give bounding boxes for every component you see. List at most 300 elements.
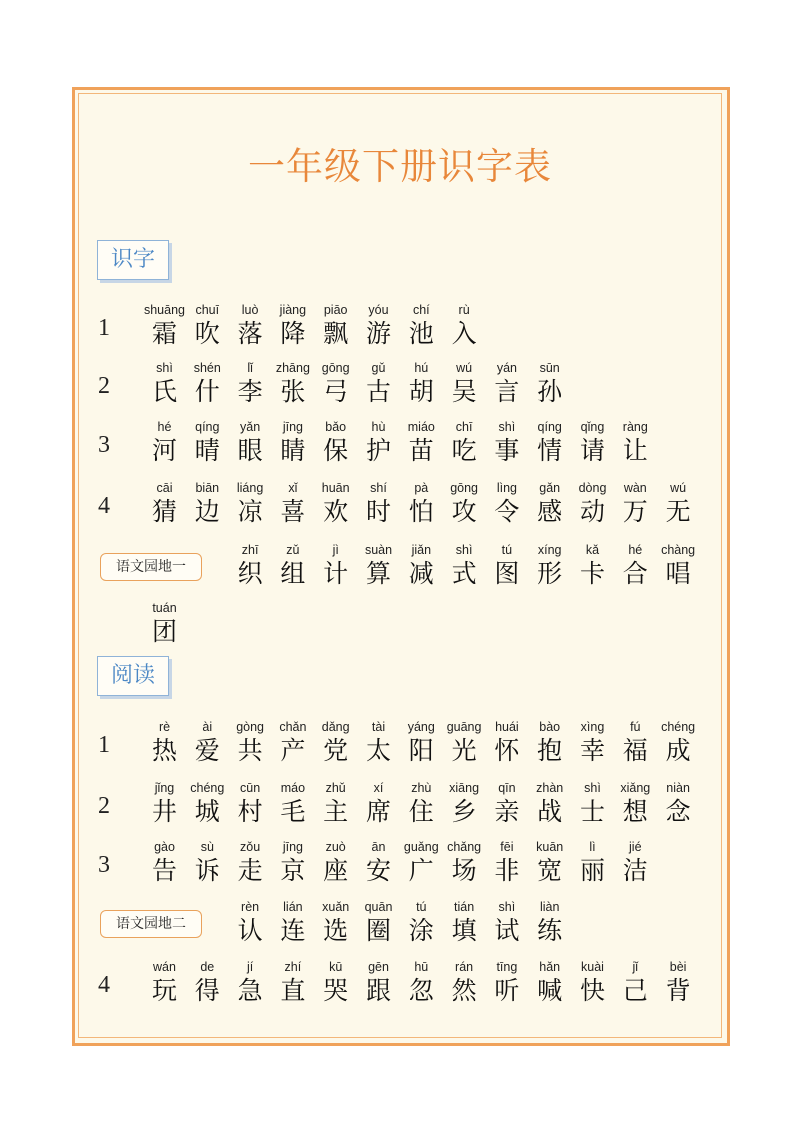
hanzi: 诉: [194, 856, 220, 885]
character-cell: [271, 418, 314, 466]
hanzi: 万: [622, 497, 648, 526]
character-cell: [271, 838, 314, 886]
character-cell: [571, 958, 614, 1006]
pinyin: yǎn: [240, 420, 261, 434]
pinyin: bǎo: [325, 420, 347, 434]
pinyin: jié: [629, 840, 642, 854]
hanzi: 吹: [194, 319, 220, 348]
character-cell: [229, 479, 272, 527]
pinyin: fú: [630, 720, 641, 734]
hanzi: 睛: [280, 436, 306, 465]
character-cell: [186, 958, 229, 1006]
character-cell: [143, 479, 186, 527]
character-row: [0, 599, 800, 649]
pinyin: gòng: [236, 720, 264, 734]
pinyin: wán: [153, 960, 176, 974]
hanzi: 怕: [408, 497, 434, 526]
character-cell: [614, 718, 657, 766]
hanzi: 猜: [151, 497, 177, 526]
pinyin: xuǎn: [322, 900, 350, 914]
character-row: [0, 718, 800, 768]
lesson-number: 1: [98, 732, 110, 758]
character-cell: [485, 359, 528, 407]
character-cell: [571, 479, 614, 527]
character-row: [0, 359, 800, 409]
character-cell: [186, 838, 229, 886]
character-cell: [271, 479, 314, 527]
pinyin: guǎng: [403, 840, 439, 854]
hanzi: 飘: [323, 319, 349, 348]
hanzi: 丽: [579, 856, 605, 885]
hanzi: 告: [151, 856, 177, 885]
lesson-badge: 语文园地二: [100, 910, 202, 938]
hanzi: 广: [408, 856, 434, 885]
hanzi: 涂: [408, 916, 434, 945]
character-cell: [357, 541, 400, 589]
pinyin: rán: [455, 960, 474, 974]
pinyin: rù: [458, 303, 470, 317]
pinyin: miáo: [407, 420, 435, 434]
character-cell: [443, 479, 486, 527]
character-cell: [485, 718, 528, 766]
character-cell: [314, 898, 357, 946]
character-cell: [400, 418, 443, 466]
lesson-number: 1: [98, 315, 110, 341]
character-cell: [357, 779, 400, 827]
pinyin: de: [200, 960, 215, 974]
hanzi: 太: [365, 736, 391, 765]
character-cell: [443, 838, 486, 886]
character-cell: [229, 541, 272, 589]
character-row: [0, 301, 800, 351]
character-cell: [443, 958, 486, 1006]
hanzi: 幸: [579, 736, 605, 765]
character-cell: [528, 898, 571, 946]
hanzi: 池: [408, 319, 434, 348]
pinyin: gǎn: [539, 481, 561, 495]
character-cell: [485, 898, 528, 946]
hanzi: 村: [237, 797, 263, 826]
hanzi: 宽: [537, 856, 563, 885]
character-cell: [186, 359, 229, 407]
character-cell: [485, 838, 528, 886]
character-cell: [485, 779, 528, 827]
pinyin: bèi: [669, 960, 687, 974]
pinyin: chī: [455, 420, 473, 434]
pinyin: tú: [416, 900, 427, 914]
character-cell: [528, 958, 571, 1006]
hanzi: 党: [323, 736, 349, 765]
pinyin: gōng: [321, 361, 350, 375]
pinyin: dòng: [578, 481, 607, 495]
hanzi: 孙: [537, 377, 563, 406]
pinyin: jīng: [282, 420, 303, 434]
hanzi: 计: [323, 559, 349, 588]
hanzi: 毛: [280, 797, 306, 826]
pinyin: chǎn: [279, 720, 307, 734]
pinyin: gào: [154, 840, 175, 854]
pinyin: shì: [498, 420, 516, 434]
character-cell: [186, 418, 229, 466]
pinyin: tīng: [496, 960, 518, 974]
hanzi: 圈: [365, 916, 391, 945]
character-row: [0, 779, 800, 829]
character-cell: [528, 718, 571, 766]
hanzi: 跟: [365, 976, 391, 1005]
page-title: 一年级下册识字表: [248, 145, 552, 188]
character-cell: [400, 359, 443, 407]
pinyin: hú: [414, 361, 429, 375]
hanzi: 亲: [494, 797, 520, 826]
pinyin: huān: [321, 481, 350, 495]
hanzi: 图: [494, 559, 520, 588]
pinyin: wú: [670, 481, 687, 495]
pinyin: yán: [496, 361, 517, 375]
pinyin: tuán: [152, 601, 177, 615]
character-cell: [443, 541, 486, 589]
character-cell: [614, 958, 657, 1006]
character-cell: [443, 898, 486, 946]
hanzi: 氏: [151, 377, 177, 406]
hanzi: 什: [194, 377, 220, 406]
pinyin: hū: [414, 960, 429, 974]
hanzi: 霜: [151, 319, 177, 348]
pinyin: dǎng: [321, 720, 350, 734]
character-row: [0, 958, 800, 1008]
pinyin: chuī: [195, 303, 220, 317]
pinyin: liàn: [539, 900, 560, 914]
pinyin: fēi: [500, 840, 514, 854]
hanzi: 怀: [494, 736, 520, 765]
character-cell: [229, 958, 272, 1006]
character-cell: [443, 418, 486, 466]
character-cell: [143, 838, 186, 886]
character-cell: [528, 838, 571, 886]
hanzi: 念: [665, 797, 691, 826]
hanzi: 成: [665, 736, 691, 765]
pinyin: xǐ: [288, 481, 298, 495]
pinyin: cāi: [156, 481, 173, 495]
character-cell: [614, 418, 657, 466]
pinyin: shì: [498, 900, 516, 914]
section-heading: 阅读: [97, 656, 169, 696]
pinyin: zhǔ: [325, 781, 346, 795]
character-cell: [443, 718, 486, 766]
hanzi: 情: [537, 436, 563, 465]
pinyin: cūn: [240, 781, 261, 795]
hanzi: 感: [537, 497, 563, 526]
hanzi: 试: [494, 916, 520, 945]
hanzi: 主: [323, 797, 349, 826]
character-cell: [614, 779, 657, 827]
hanzi: 认: [237, 916, 263, 945]
character-cell: [657, 779, 700, 827]
lesson-number: 2: [98, 373, 110, 399]
hanzi: 张: [280, 377, 306, 406]
character-cell: [528, 479, 571, 527]
pinyin: chàng: [661, 543, 696, 557]
hanzi: 唱: [665, 559, 691, 588]
pinyin: hé: [628, 543, 643, 557]
character-cell: [571, 541, 614, 589]
character-cell: [186, 301, 229, 349]
pinyin: gōng: [450, 481, 478, 495]
lesson-number: 4: [98, 493, 110, 519]
hanzi: 得: [194, 976, 220, 1005]
pinyin: ràng: [622, 420, 648, 434]
character-cell: [357, 838, 400, 886]
hanzi: 想: [622, 797, 648, 826]
hanzi: 听: [494, 976, 520, 1005]
pinyin: luò: [241, 303, 259, 317]
hanzi: 场: [451, 856, 477, 885]
character-cell: [143, 418, 186, 466]
pinyin: xiāng: [449, 781, 480, 795]
pinyin: hǎn: [539, 960, 561, 974]
character-cell: [571, 718, 614, 766]
pinyin: shén: [193, 361, 221, 375]
pinyin: hù: [371, 420, 386, 434]
character-cell: [400, 838, 443, 886]
hanzi: 背: [665, 976, 691, 1005]
hanzi: 哭: [323, 976, 349, 1005]
hanzi: 选: [323, 916, 349, 945]
pinyin: gēn: [368, 960, 389, 974]
hanzi: 喊: [537, 976, 563, 1005]
pinyin: qǐng: [580, 420, 605, 434]
pinyin: jǐng: [154, 781, 175, 795]
pinyin: qíng: [537, 420, 562, 434]
hanzi: 连: [280, 916, 306, 945]
hanzi: 己: [622, 976, 648, 1005]
pinyin: shì: [156, 361, 173, 375]
hanzi: 练: [537, 916, 563, 945]
pinyin: jīng: [282, 840, 303, 854]
pinyin: tián: [454, 900, 475, 914]
character-cell: [357, 418, 400, 466]
hanzi: 忽: [408, 976, 434, 1005]
pinyin: kǎ: [585, 543, 600, 557]
pinyin: liáng: [236, 481, 264, 495]
character-cell: [657, 479, 700, 527]
pinyin: jiǎn: [411, 543, 432, 557]
hanzi: 抱: [537, 736, 563, 765]
character-cell: [314, 541, 357, 589]
pinyin: zhāng: [275, 361, 310, 375]
character-cell: [314, 958, 357, 1006]
lesson-number: 2: [98, 793, 110, 819]
hanzi: 京: [280, 856, 306, 885]
pinyin: rèn: [241, 900, 260, 914]
character-cell: [143, 599, 186, 647]
character-cell: [271, 958, 314, 1006]
hanzi: 眼: [237, 436, 263, 465]
character-cell: [614, 479, 657, 527]
character-cell: [400, 779, 443, 827]
hanzi: 晴: [194, 436, 220, 465]
character-cell: [186, 479, 229, 527]
hanzi: 士: [579, 797, 605, 826]
character-cell: [357, 718, 400, 766]
pinyin: xiǎng: [620, 781, 651, 795]
character-cell: [528, 541, 571, 589]
hanzi: 算: [365, 559, 391, 588]
hanzi: 快: [579, 976, 605, 1005]
character-cell: [229, 718, 272, 766]
pinyin: xìng: [580, 720, 605, 734]
hanzi: 动: [579, 497, 605, 526]
pinyin: sūn: [539, 361, 560, 375]
hanzi: 古: [365, 377, 391, 406]
hanzi: 走: [237, 856, 263, 885]
hanzi: 产: [280, 736, 306, 765]
character-cell: [357, 359, 400, 407]
hanzi: 洁: [622, 856, 648, 885]
character-cell: [314, 418, 357, 466]
pinyin: qíng: [195, 420, 220, 434]
pinyin: huái: [495, 720, 519, 734]
character-cell: [614, 541, 657, 589]
pinyin: kuài: [581, 960, 604, 974]
hanzi: 言: [494, 377, 520, 406]
hanzi: 座: [323, 856, 349, 885]
pinyin: tú: [501, 543, 513, 557]
character-cell: [400, 898, 443, 946]
hanzi: 事: [494, 436, 520, 465]
character-cell: [143, 359, 186, 407]
section-heading: 识字: [97, 240, 169, 280]
hanzi: 喜: [280, 497, 306, 526]
lesson-number: 3: [98, 432, 110, 458]
character-cell: [443, 779, 486, 827]
pinyin: shì: [584, 781, 601, 795]
pinyin: lì: [589, 840, 596, 854]
character-cell: [271, 541, 314, 589]
pinyin: tài: [371, 720, 386, 734]
pinyin: niàn: [666, 781, 690, 795]
hanzi: 爱: [194, 736, 220, 765]
pinyin: qīn: [498, 781, 516, 795]
character-cell: [314, 359, 357, 407]
pinyin: jì: [332, 543, 339, 557]
pinyin: chéng: [661, 720, 696, 734]
pinyin: guāng: [446, 720, 482, 734]
hanzi: 保: [323, 436, 349, 465]
hanzi: 阳: [408, 736, 434, 765]
character-cell: [485, 958, 528, 1006]
character-cell: [528, 779, 571, 827]
character-cell: [314, 479, 357, 527]
hanzi: 组: [280, 559, 306, 588]
character-cell: [571, 418, 614, 466]
character-cell: [485, 479, 528, 527]
character-cell: [229, 898, 272, 946]
hanzi: 然: [451, 976, 477, 1005]
character-cell: [229, 359, 272, 407]
pinyin: suàn: [364, 543, 393, 557]
pinyin: ān: [371, 840, 386, 854]
hanzi: 形: [537, 559, 563, 588]
character-cell: [271, 359, 314, 407]
hanzi: 欢: [323, 497, 349, 526]
hanzi: 李: [237, 377, 263, 406]
lesson-number: 3: [98, 852, 110, 878]
pinyin: wàn: [623, 481, 647, 495]
hanzi: 吴: [451, 377, 477, 406]
character-cell: [186, 718, 229, 766]
pinyin: zǔ: [286, 543, 300, 557]
character-cell: [571, 838, 614, 886]
character-cell: [400, 958, 443, 1006]
character-cell: [229, 779, 272, 827]
pinyin: ài: [202, 720, 213, 734]
pinyin: bào: [539, 720, 561, 734]
hanzi: 急: [237, 976, 263, 1005]
hanzi: 福: [622, 736, 648, 765]
hanzi: 落: [237, 319, 263, 348]
hanzi: 无: [665, 497, 691, 526]
character-cell: [485, 418, 528, 466]
hanzi: 席: [365, 797, 391, 826]
character-cell: [143, 779, 186, 827]
character-cell: [229, 301, 272, 349]
pinyin: jǐ: [632, 960, 639, 974]
character-row: [0, 838, 800, 888]
hanzi: 织: [237, 559, 263, 588]
hanzi: 安: [365, 856, 391, 885]
pinyin: gǔ: [371, 361, 386, 375]
character-cell: [528, 418, 571, 466]
hanzi: 战: [537, 797, 563, 826]
character-cell: [271, 898, 314, 946]
character-cell: [143, 301, 186, 349]
hanzi: 直: [280, 976, 306, 1005]
pinyin: kuān: [536, 840, 564, 854]
pinyin: lìng: [496, 481, 517, 495]
hanzi: 弓: [323, 377, 349, 406]
hanzi: 攻: [451, 497, 477, 526]
pinyin: jí: [246, 960, 254, 974]
character-cell: [657, 958, 700, 1006]
character-row: [0, 418, 800, 468]
pinyin: chǎng: [447, 840, 482, 854]
pinyin: chéng: [190, 781, 225, 795]
character-cell: [314, 301, 357, 349]
hanzi: 团: [151, 617, 177, 646]
character-cell: [657, 541, 700, 589]
character-cell: [357, 301, 400, 349]
hanzi: 凉: [237, 497, 263, 526]
pinyin: shuāng: [143, 303, 185, 317]
hanzi: 共: [237, 736, 263, 765]
character-row: [0, 479, 800, 529]
pinyin: zǒu: [240, 840, 261, 854]
hanzi: 边: [194, 497, 220, 526]
hanzi: 玩: [151, 976, 177, 1005]
character-cell: [400, 718, 443, 766]
pinyin: kū: [329, 960, 343, 974]
character-row: [0, 541, 800, 591]
hanzi: 令: [494, 497, 520, 526]
character-cell: [400, 541, 443, 589]
character-cell: [186, 779, 229, 827]
hanzi: 乡: [451, 797, 477, 826]
character-cell: [400, 479, 443, 527]
pinyin: zuò: [325, 840, 346, 854]
hanzi: 减: [408, 559, 434, 588]
hanzi: 入: [451, 319, 477, 348]
hanzi: 热: [151, 736, 177, 765]
